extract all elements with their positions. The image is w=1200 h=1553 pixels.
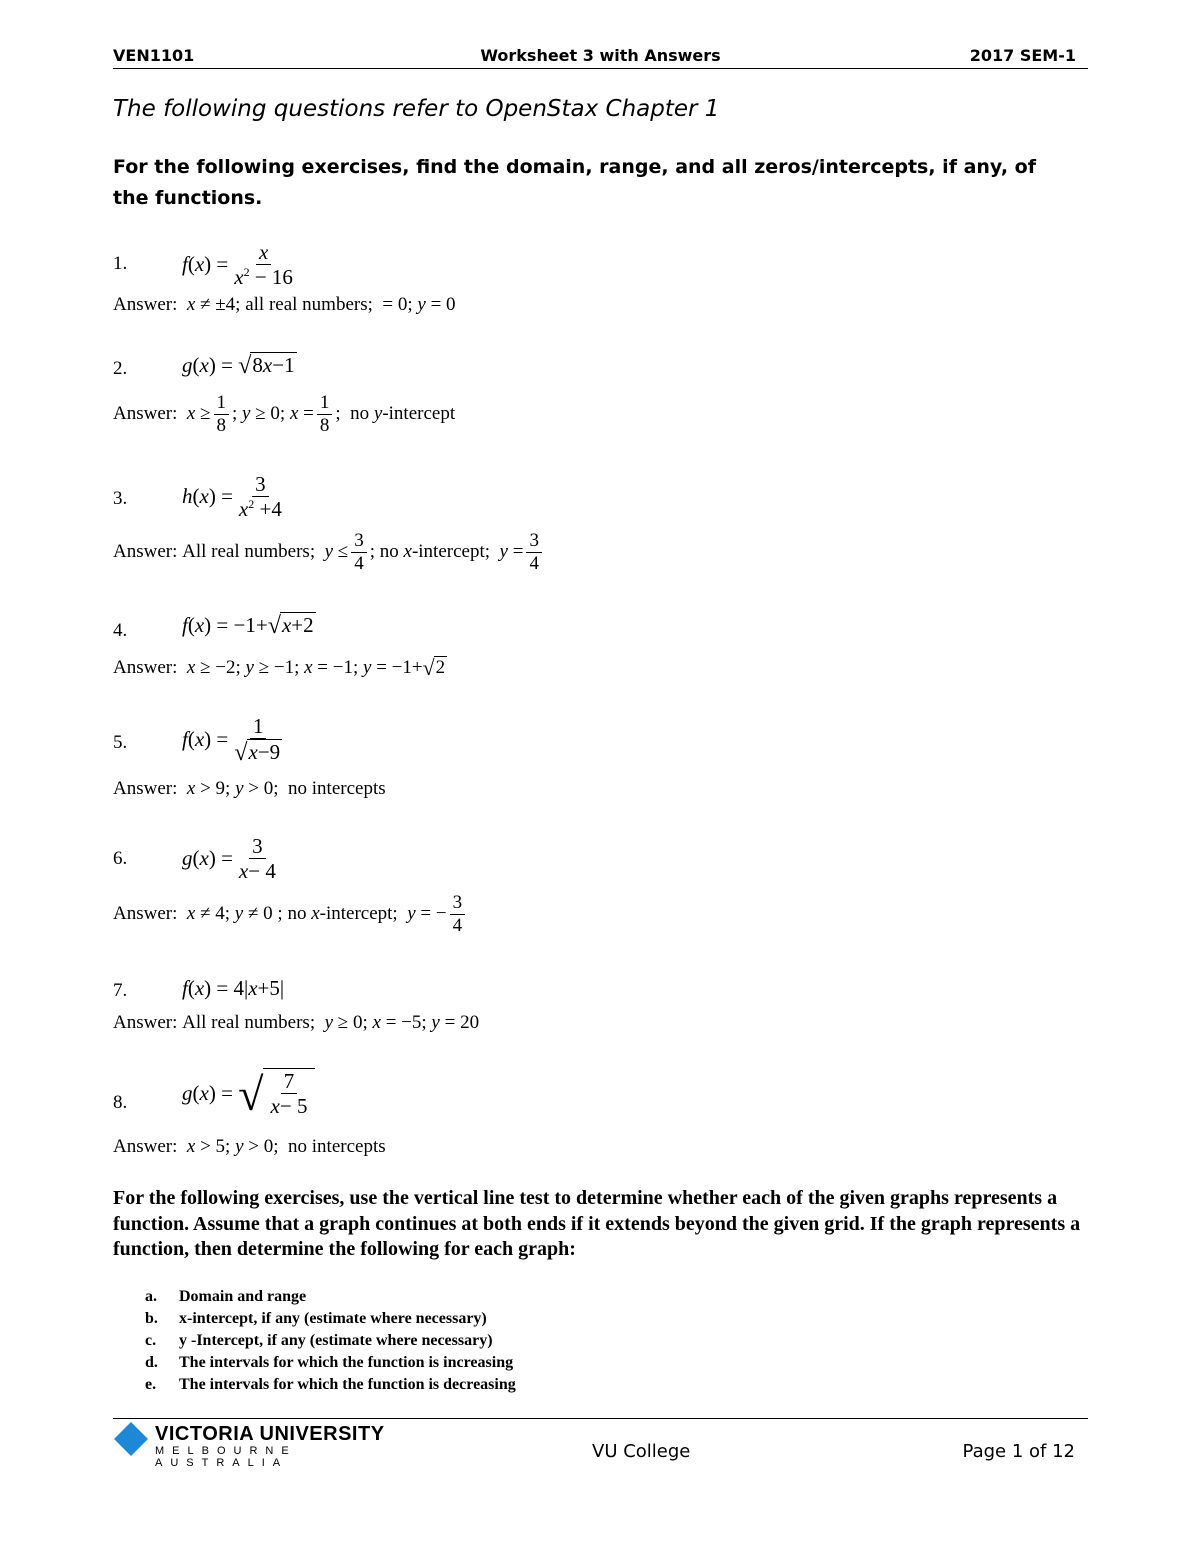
question-3-function: h ( x ) = $\frac{3}{x^2 +4}$ xyxy=(182,472,282,522)
course-code: VEN1101 xyxy=(113,46,195,65)
question-5-function: f ( x ) = 1 √ x−9 xyxy=(182,714,281,767)
list-item: e. The intervals for which the function is decreasing xyxy=(145,1376,516,1393)
question-8-answer: Answer: x > 5; y > 0; no intercepts xyxy=(113,1136,386,1157)
question-4-function: f ( x ) = −1+ √ x+2 xyxy=(182,612,314,640)
question-3-answer: Answer: All real numbers; y ≤ $\frac{3}{4}$ ; no x -intercept; y = $\frac{3}{4}$ xyxy=(113,530,545,575)
question-7-function: f ( x ) = 4| x +5| xyxy=(182,976,285,1000)
question-1-function: f ( x ) = $\frac{x}{x^2 - 16}$ xyxy=(182,240,293,290)
question-4-answer: Answer: x ≥ −2; y ≥ −1; x = −1; y = −1+ √ 2 xyxy=(113,655,446,680)
instructions-domain-range: For the following exercises, find the domain, range, and all zeros/intercepts, if any, of the functions. xyxy=(113,156,1036,209)
question-7-answer: Answer: All real numbers; y ≥ 0; x = −5; y = 20 xyxy=(113,1012,480,1033)
semester: 2017 SEM-1 xyxy=(969,46,1076,65)
question-6-number: 6. xyxy=(113,848,128,869)
list-item: a. Domain and range xyxy=(145,1288,307,1305)
logo-subtitle: MELBOURNE AUSTRALIA xyxy=(155,1445,297,1469)
list-item: b. x-intercept, if any (estimate where necessary) xyxy=(145,1310,487,1327)
page-header xyxy=(113,44,1088,69)
page-number: Page 1 of 12 xyxy=(962,1441,1075,1462)
footer-college: VU College xyxy=(592,1441,691,1462)
logo-name: VICTORIA UNIVERSITY xyxy=(155,1423,385,1445)
victoria-university-logo xyxy=(113,1423,423,1469)
question-2-number: 2. xyxy=(113,358,128,379)
question-5-number: 5. xyxy=(113,732,128,753)
list-item: d. The intervals for which the function is increasing xyxy=(145,1354,514,1371)
question-5-answer: Answer: x > 9; y > 0; no intercepts xyxy=(113,778,386,799)
task-list xyxy=(145,1288,516,1398)
document-title: Worksheet 3 with Answers xyxy=(480,46,721,65)
question-3-number: 3. xyxy=(113,488,128,509)
question-2-function: g ( x ) = √ 8x−1 xyxy=(182,352,295,380)
instructions-vertical-line-test: For the following exercises, use the vertical line test to determine whether each of the given graphs represents a function. Assume that a graph continues at both ends if it extends beyond the given grid. If the graph represents a function, then determine the following for each graph: xyxy=(113,1187,1081,1260)
question-7-number: 7. xyxy=(113,980,128,1001)
section-title: The following questions refer to OpenStax Chapter 1 xyxy=(113,96,720,122)
question-6-function: g ( x ) = $\frac{3}{x- 4}$ xyxy=(182,834,276,884)
footer-divider xyxy=(113,1418,1088,1419)
list-item: c. y -Intercept, if any (estimate where necessary) xyxy=(145,1332,493,1349)
question-8-number: 8. xyxy=(113,1092,128,1113)
question-1-answer: Answer: x ≠ ±4; all real numbers; = 0; y = 0 xyxy=(113,294,456,315)
question-8-function: g ( x ) = √ $\frac{7}{x- 5}$ xyxy=(182,1068,315,1118)
question-2-answer: Answer: x ≥ $\frac{1}{8}$ ; y ≥ 0; x = $\frac{1}{8}$ ; no y -intercept xyxy=(113,392,456,436)
question-1-number: 1. xyxy=(113,253,128,274)
question-6-answer: Answer: x ≠ 4; y ≠ 0 ; no x -intercept; y = − $\frac{3}{4}$ xyxy=(113,892,468,937)
logo-diamond-icon xyxy=(114,1422,148,1456)
question-4-number: 4. xyxy=(113,620,128,641)
